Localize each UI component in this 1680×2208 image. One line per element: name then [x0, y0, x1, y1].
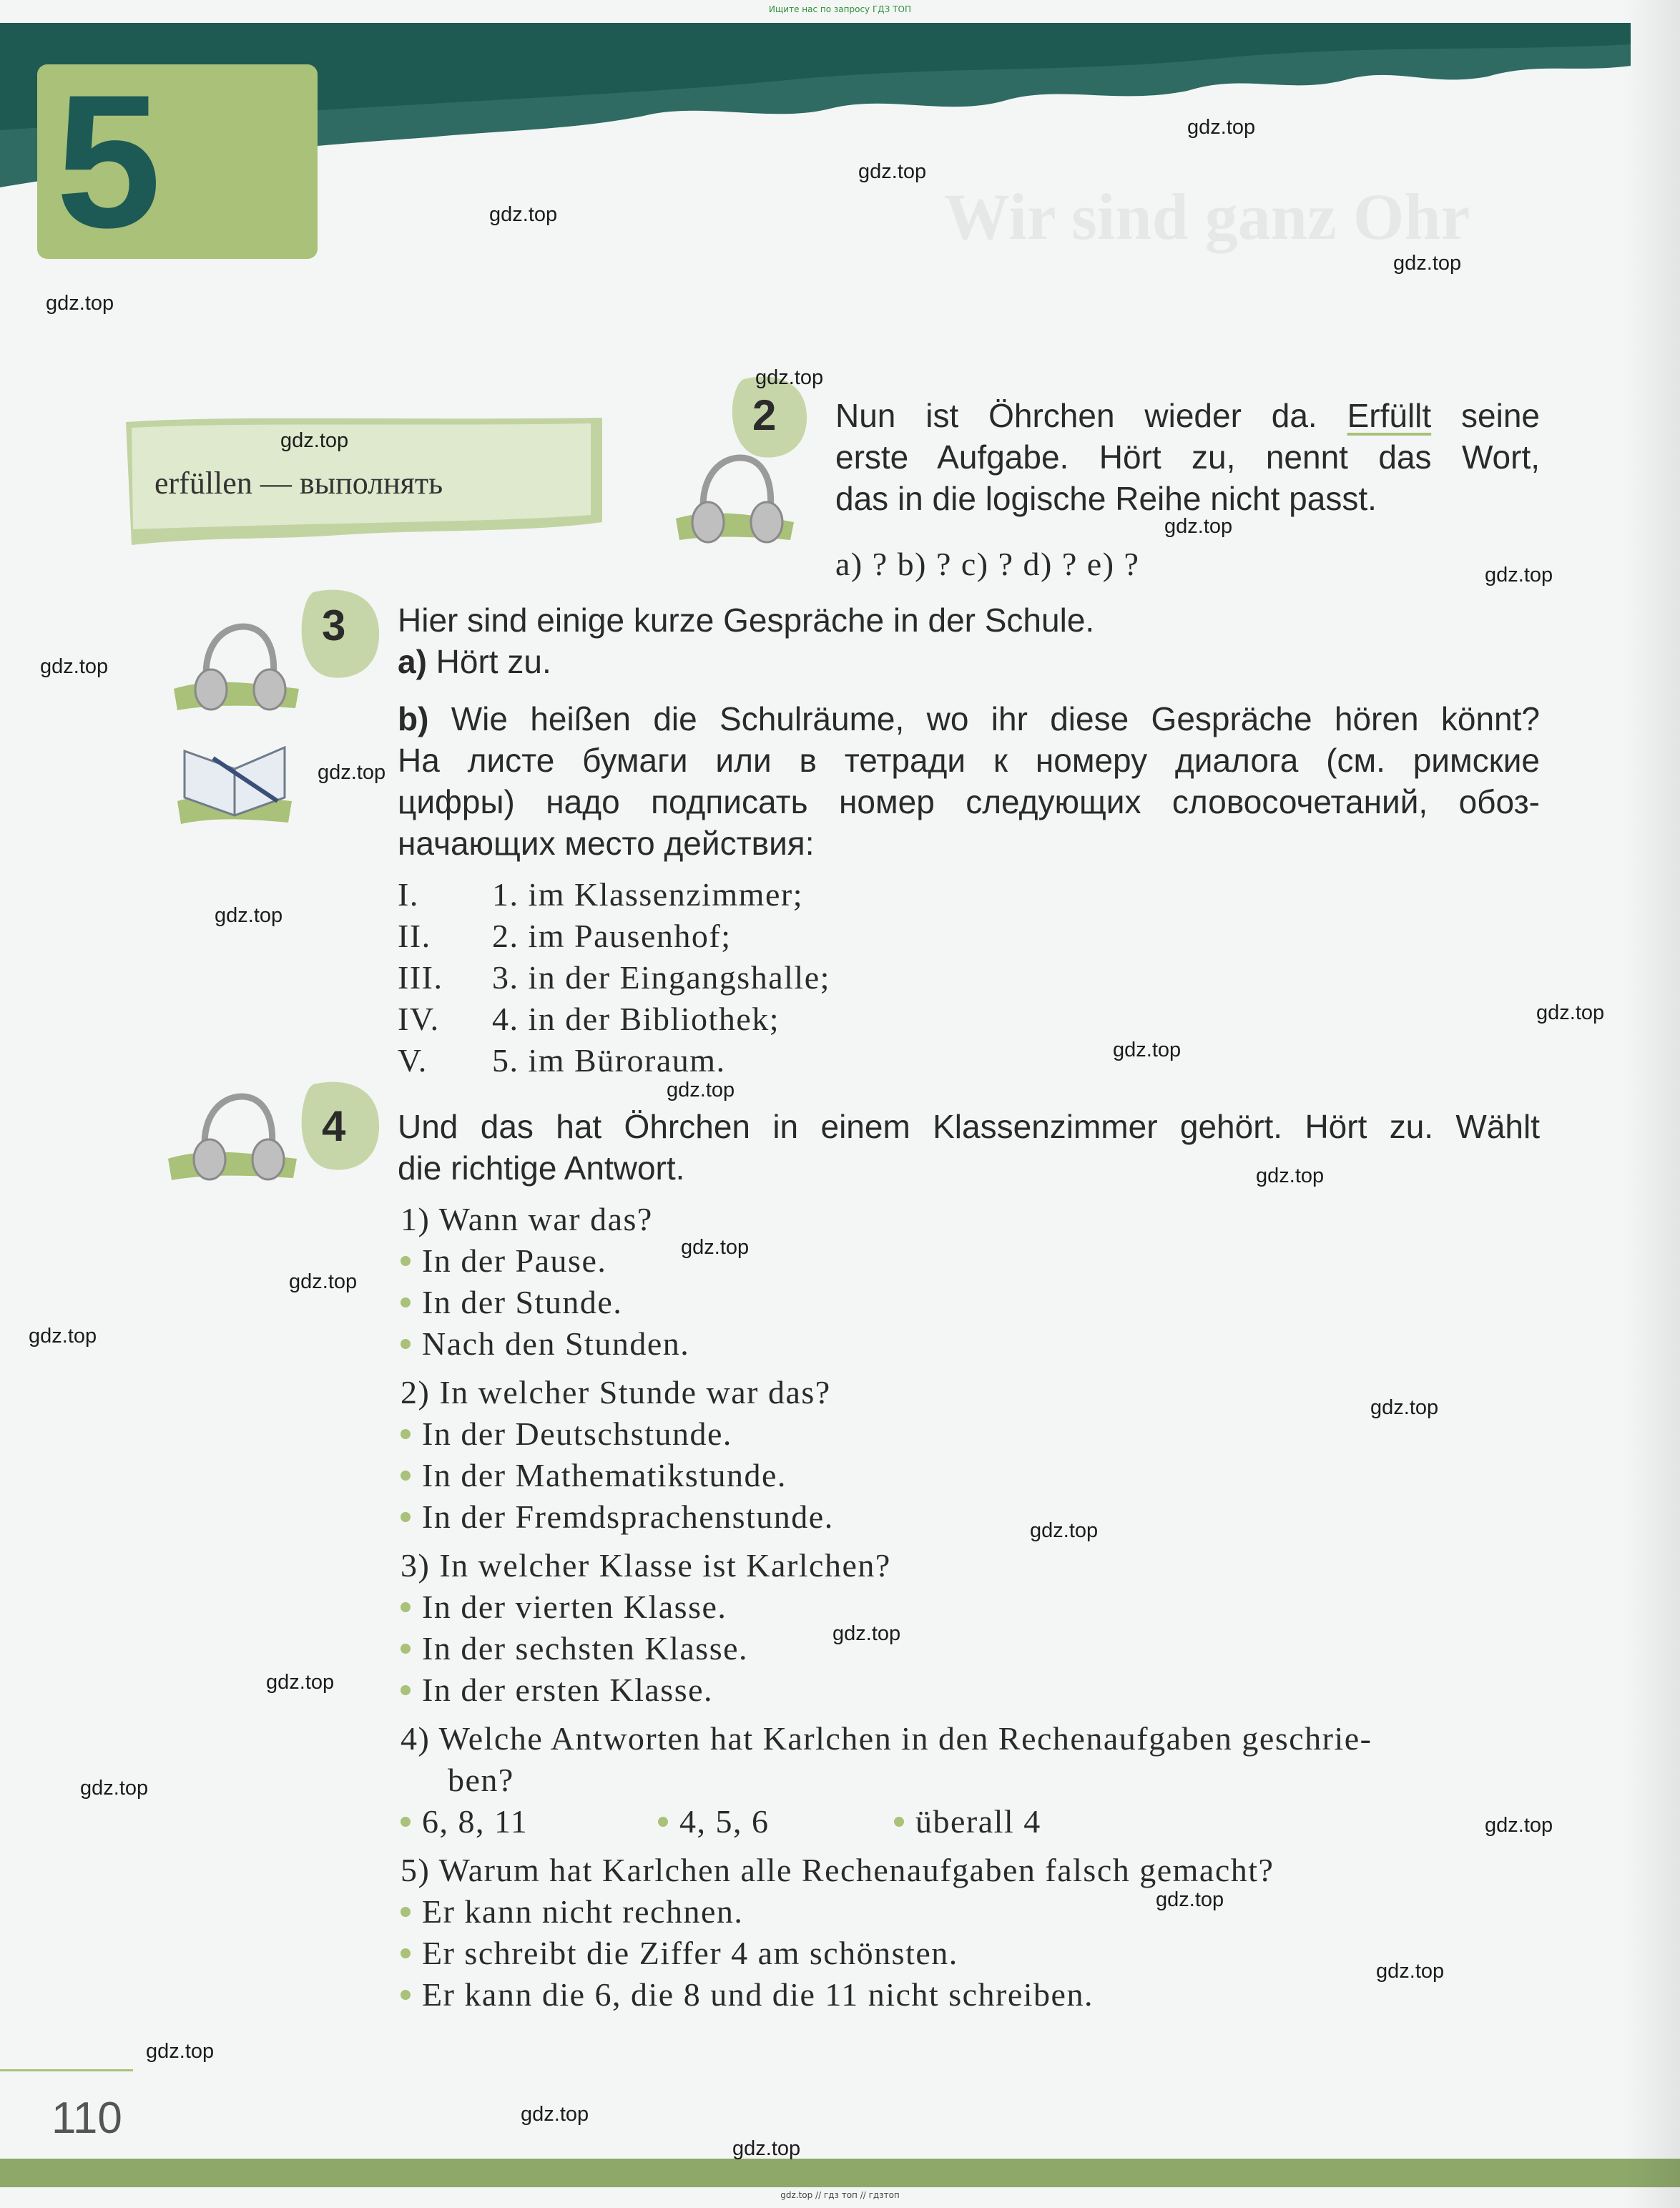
place-option: 3. in der Eingangshalle;	[492, 959, 830, 996]
task-2-number: 2	[752, 391, 777, 439]
bullet-icon	[401, 1817, 411, 1827]
watermark: gdz.top	[40, 655, 109, 678]
task-2-line1-post: seine	[1431, 397, 1541, 434]
answer-text: In der vierten Klasse.	[422, 1589, 727, 1625]
list-item	[398, 1040, 830, 1081]
headphones-icon	[164, 1091, 300, 1184]
task-3-b-line1: Wie heißen die Schulräume, wo ihr diese Gespräche hören könnt?	[428, 700, 1540, 737]
watermark: gdz.top	[1187, 116, 1256, 139]
watermark: gdz.top	[215, 904, 283, 927]
question-1: 1) Wann war das?	[401, 1201, 653, 1237]
place-option: 1. im Klassenzimmer;	[492, 876, 803, 913]
bullet-icon	[401, 1429, 411, 1439]
book-pen-icon	[170, 730, 295, 826]
vocab-entry: erfüllen — выполнять	[154, 466, 443, 501]
place-option: 4. in der Bibliothek;	[492, 1001, 780, 1037]
question-4	[401, 1718, 1545, 1801]
list-item	[398, 874, 830, 916]
watermark: gdz.top	[80, 1777, 149, 1800]
watermark: gdz.top	[1164, 515, 1233, 538]
watermark: gdz.top	[1393, 252, 1462, 275]
chapter-number: 5	[56, 56, 162, 268]
headphones-icon	[669, 451, 797, 547]
answer-text: In der Pause.	[422, 1242, 607, 1279]
task-3-text	[398, 599, 1542, 864]
question-2: 2) In welcher Stunde war das?	[401, 1374, 831, 1410]
answer-option	[401, 1240, 1545, 1282]
watermark: gdz.top	[858, 160, 927, 183]
bottom-notice: gdz.top // гдз топ // гдзтоп	[780, 2190, 900, 2200]
answer-option	[401, 1974, 1545, 2016]
bullet-icon	[401, 1512, 411, 1522]
watermark: gdz.top	[266, 1671, 335, 1694]
watermark: gdz.top	[318, 761, 386, 784]
answer-text: In der Stunde.	[422, 1284, 623, 1320]
top-notice: Ищите нас по запросу ГДЗ ТОП	[769, 4, 911, 14]
answer-option	[401, 1801, 658, 1843]
place-option: 5. im Büroraum.	[492, 1042, 726, 1079]
answer-option	[658, 1801, 894, 1843]
list-item	[398, 916, 830, 957]
answer-text: In der Mathematikstunde.	[422, 1457, 787, 1493]
answer-option	[401, 1496, 1545, 1538]
task-4-questions	[401, 1199, 1545, 2016]
answer-option	[401, 1282, 1545, 1323]
watermark: gdz.top	[1156, 1888, 1224, 1911]
answer-text: In der ersten Klasse.	[422, 1672, 714, 1708]
answer-text: Er schreibt die Ziffer 4 am schönsten.	[422, 1935, 958, 1971]
bullet-icon	[401, 1907, 411, 1917]
task-3-ru-line1: На листе бумаги или в тетради к номеру диалога (см. римские	[398, 742, 1540, 779]
highlighted-word: Erfüllt	[1347, 397, 1432, 434]
answer-text: In der Fremdsprachenstunde.	[422, 1498, 834, 1535]
headphones-icon	[170, 621, 303, 714]
watermark: gdz.top	[521, 2103, 589, 2126]
answer-option	[401, 1628, 1545, 1669]
answer-text: Nach den Stunden.	[422, 1325, 690, 1362]
task-2-text	[835, 395, 1540, 519]
answer-option	[401, 1933, 1545, 1974]
roman-numeral: III.	[398, 959, 443, 996]
answer-text: überall 4	[915, 1803, 1041, 1840]
question-4-line2: ben?	[448, 1762, 514, 1798]
watermark: gdz.top	[280, 429, 349, 452]
watermark: gdz.top	[755, 366, 824, 389]
watermark: gdz.top	[46, 292, 114, 315]
answer-text: Er kann die 6, die 8 und die 11 nicht schreiben.	[422, 1976, 1094, 2013]
watermark: gdz.top	[1485, 564, 1553, 587]
footer-rule	[0, 2069, 133, 2071]
bullet-icon	[658, 1817, 668, 1827]
question-4-line1: 4) Welche Antworten hat Karlchen in den Rechenaufgaben geschrie-	[401, 1720, 1372, 1757]
task-3-a-label: a)	[398, 643, 427, 680]
place-option: 2. im Pausenhof;	[492, 918, 732, 954]
footer-band	[0, 2159, 1680, 2187]
roman-numeral: IV.	[398, 1001, 440, 1037]
bullet-icon	[401, 1471, 411, 1481]
answer-option	[401, 1323, 1545, 1365]
answer-option	[401, 1669, 1545, 1711]
task-3-intro: Hier sind einige kurze Gespräche in der Schule.	[398, 602, 1095, 639]
answer-text: Er kann nicht rechnen.	[422, 1893, 744, 1930]
bullet-icon	[894, 1817, 904, 1827]
watermark: gdz.top	[1376, 1960, 1445, 1983]
watermark: gdz.top	[667, 1079, 735, 1101]
roman-numeral: V.	[398, 1042, 428, 1079]
watermark: gdz.top	[29, 1325, 97, 1348]
question-3: 3) In welcher Klasse ist Karlchen?	[401, 1547, 891, 1584]
task-3-ru-line3: начающих место действия:	[398, 825, 815, 862]
answer-text: In der Deutschstunde.	[422, 1415, 732, 1452]
answer-option	[401, 1586, 1545, 1628]
watermark: gdz.top	[146, 2040, 215, 2063]
bullet-icon	[401, 1602, 411, 1612]
task-2-answers: a) ? b) ? c) ? d) ? e) ?	[835, 546, 1140, 582]
list-item	[398, 957, 830, 998]
chapter-title: Wir sind ganz Ohr	[944, 180, 1470, 253]
question-5: 5) Warum hat Karlchen alle Rechenaufgaben falsch gemacht?	[401, 1852, 1274, 1888]
bullet-icon	[401, 1948, 411, 1958]
watermark: gdz.top	[1536, 1001, 1605, 1024]
watermark: gdz.top	[1256, 1164, 1325, 1187]
bullet-icon	[401, 1297, 411, 1307]
watermark: gdz.top	[681, 1236, 750, 1259]
answer-option	[894, 1801, 1041, 1843]
task-4-intro-line1: Und das hat Öhrchen in einem Klassenzimmer gehört. Hört zu. Wählt	[398, 1108, 1540, 1145]
watermark: gdz.top	[1370, 1396, 1439, 1419]
answer-text: In der sechsten Klasse.	[422, 1630, 749, 1667]
task-3-number: 3	[322, 602, 346, 649]
answer-text: 6, 8, 11	[422, 1803, 529, 1840]
roman-numeral: I.	[398, 876, 419, 913]
bullet-icon	[401, 1256, 411, 1266]
answer-option	[401, 1455, 1545, 1496]
task-4-intro	[398, 1106, 1542, 1189]
task-2-line2: erste Aufgabe. Hört zu, nennt das Wort,	[835, 438, 1540, 476]
page-number: 110	[51, 2094, 122, 2143]
task-4-intro-line2: die richtige Antwort.	[398, 1149, 685, 1187]
bullet-icon	[401, 1990, 411, 2000]
bullet-icon	[401, 1685, 411, 1695]
task-4-number: 4	[322, 1102, 346, 1150]
bullet-icon	[401, 1644, 411, 1654]
answer-option-row	[401, 1801, 1545, 1843]
task-3-a-text: Hört zu.	[426, 643, 551, 680]
watermark: gdz.top	[489, 203, 558, 226]
task-2-line3: das in die logische Reihe nicht passt.	[835, 480, 1377, 517]
task-3-b-label: b)	[398, 700, 429, 737]
watermark: gdz.top	[289, 1270, 358, 1293]
task-3-ru-line2: цифры) надо подписать номер следующих словосочетаний, обоз-	[398, 783, 1540, 820]
page-gutter-shadow	[1623, 0, 1680, 2208]
watermark: gdz.top	[1113, 1039, 1182, 1061]
roman-numeral: II.	[398, 918, 431, 954]
watermark: gdz.top	[832, 1622, 901, 1645]
watermark: gdz.top	[732, 2137, 801, 2160]
answer-text: 4, 5, 6	[679, 1803, 770, 1840]
bullet-icon	[401, 1339, 411, 1349]
task-2-line1-pre: Nun ist Öhrchen wieder da.	[835, 397, 1347, 434]
task-3-list	[398, 874, 830, 1081]
watermark: gdz.top	[1485, 1814, 1553, 1837]
watermark: gdz.top	[1030, 1519, 1099, 1542]
answer-option	[401, 1891, 1545, 1933]
list-item	[398, 998, 830, 1040]
